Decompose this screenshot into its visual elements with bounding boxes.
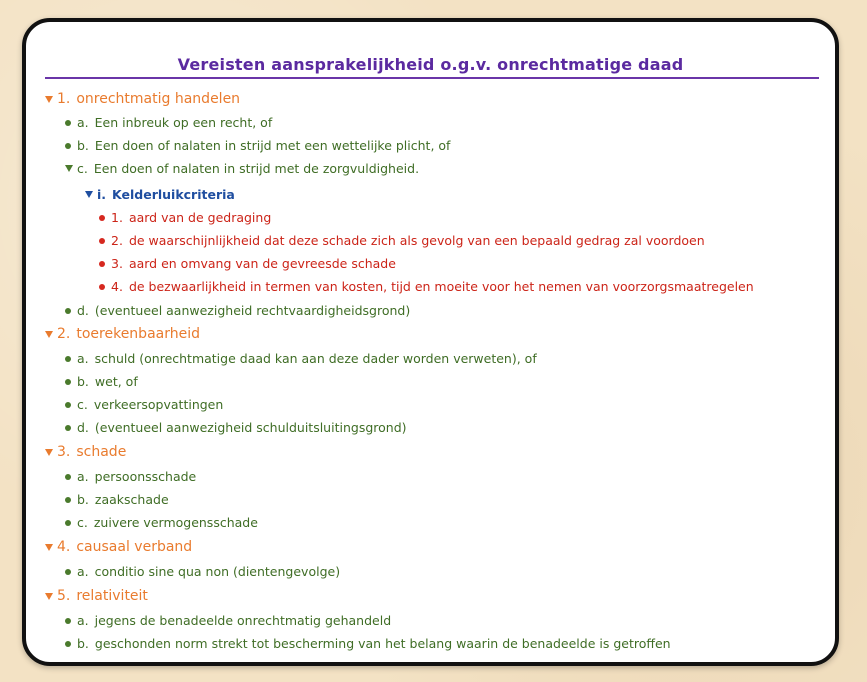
section-causaal-verband[interactable] xyxy=(45,539,192,555)
disclosure-triangle-icon[interactable] xyxy=(65,165,73,172)
list-item[interactable] xyxy=(65,303,410,318)
item-text: geschonden norm strekt tot bescherming van het belang waarin de benadeelde is getroffen xyxy=(94,636,671,651)
section-toerekenbaarheid[interactable] xyxy=(45,326,200,342)
item-text: Een inbreuk op een recht, of xyxy=(94,115,273,130)
item-text: persoonsschade xyxy=(94,469,197,484)
bullet-icon xyxy=(65,474,71,480)
list-item[interactable] xyxy=(99,256,396,271)
item-text: jegens de benadeelde onrechtmatig gehandeld xyxy=(94,613,392,628)
bullet-icon xyxy=(65,143,71,149)
section-label: onrechtmatig handelen xyxy=(76,91,241,107)
list-item[interactable] xyxy=(65,564,340,579)
disclosure-triangle-icon[interactable] xyxy=(45,96,53,103)
bullet-icon xyxy=(65,402,71,408)
item-text: (eventueel aanwezigheid rechtvaardigheidsgrond) xyxy=(94,303,411,318)
disclosure-triangle-icon[interactable] xyxy=(45,449,53,456)
bullet-icon xyxy=(99,215,105,221)
list-item[interactable] xyxy=(65,351,537,366)
item-text: de waarschijnlijkheid dat deze schade zich als gevolg van een bepaald gedrag zal voordoen xyxy=(128,233,705,248)
section-number: 4. xyxy=(57,539,71,555)
bullet-icon xyxy=(99,238,105,244)
bullet-icon xyxy=(65,569,71,575)
list-item[interactable] xyxy=(65,397,223,412)
bullet-icon xyxy=(99,261,105,267)
section-label: causaal verband xyxy=(76,539,193,555)
outline-card xyxy=(22,18,839,666)
section-relativiteit[interactable] xyxy=(45,588,148,604)
item-number: b. xyxy=(77,636,89,651)
disclosure-triangle-icon[interactable] xyxy=(45,544,53,551)
item-number: c. xyxy=(77,397,88,412)
item-number: i. xyxy=(97,187,107,202)
item-number: d. xyxy=(77,420,89,435)
item-text: conditio sine qua non (dientengevolge) xyxy=(94,564,341,579)
subsection-kelderluikcriteria[interactable] xyxy=(85,187,235,202)
item-text: verkeersopvattingen xyxy=(93,397,224,412)
bullet-icon xyxy=(65,308,71,314)
list-item[interactable] xyxy=(65,374,138,389)
list-item[interactable] xyxy=(65,613,391,628)
item-number: a. xyxy=(77,115,89,130)
disclosure-triangle-icon[interactable] xyxy=(45,331,53,338)
item-text: aard en omvang van de gevreesde schade xyxy=(128,256,396,271)
item-number: 1. xyxy=(111,210,123,225)
bullet-icon xyxy=(65,356,71,362)
title-divider xyxy=(45,77,819,79)
section-label: toerekenbaarheid xyxy=(76,326,201,342)
list-item[interactable] xyxy=(65,515,258,530)
list-item[interactable] xyxy=(99,233,705,248)
bullet-icon xyxy=(65,425,71,431)
item-number: a. xyxy=(77,469,89,484)
bullet-icon xyxy=(65,618,71,624)
section-number: 1. xyxy=(57,91,71,107)
list-item[interactable] xyxy=(65,420,407,435)
list-item[interactable] xyxy=(65,469,196,484)
item-text: schuld (onrechtmatige daad kan aan deze dader worden verweten), of xyxy=(94,351,537,366)
section-number: 3. xyxy=(57,444,71,460)
item-text: aard van de gedraging xyxy=(128,210,272,225)
item-number: a. xyxy=(77,351,89,366)
item-number: b. xyxy=(77,374,89,389)
item-text: Kelderluikcriteria xyxy=(112,187,235,202)
item-text: Een doen of nalaten in strijd met de zorgvuldigheid. xyxy=(93,161,420,176)
list-item[interactable] xyxy=(99,210,271,225)
item-number: c. xyxy=(77,161,88,176)
item-number: 3. xyxy=(111,256,123,271)
bullet-icon xyxy=(65,120,71,126)
list-item[interactable] xyxy=(65,636,671,651)
item-text: wet, of xyxy=(94,374,138,389)
item-number: 2. xyxy=(111,233,123,248)
item-number: b. xyxy=(77,138,89,153)
list-item[interactable] xyxy=(99,279,754,294)
list-item-zorgvuldigheid[interactable] xyxy=(65,161,419,176)
item-number: a. xyxy=(77,564,89,579)
item-number: 4. xyxy=(111,279,123,294)
item-text: Een doen of nalaten in strijd met een wettelijke plicht, of xyxy=(94,138,451,153)
list-item[interactable] xyxy=(65,492,169,507)
disclosure-triangle-icon[interactable] xyxy=(45,593,53,600)
item-text: zaakschade xyxy=(94,492,169,507)
bullet-icon xyxy=(65,497,71,503)
list-item[interactable] xyxy=(65,115,272,130)
section-label: schade xyxy=(76,444,127,460)
item-text: zuivere vermogensschade xyxy=(93,515,258,530)
item-number: d. xyxy=(77,303,89,318)
item-text: de bezwaarlijkheid in termen van kosten, tijd en moeite voor het nemen van voorzorgsmaatregelen xyxy=(128,279,754,294)
list-item[interactable] xyxy=(65,138,450,153)
bullet-icon xyxy=(65,379,71,385)
bullet-icon xyxy=(65,520,71,526)
section-number: 5. xyxy=(57,588,71,604)
section-schade[interactable] xyxy=(45,444,126,460)
bullet-icon xyxy=(99,284,105,290)
item-number: c. xyxy=(77,515,88,530)
item-number: b. xyxy=(77,492,89,507)
outline-title: Vereisten aansprakelijkheid o.g.v. onrechtmatige daad xyxy=(177,55,684,74)
bullet-icon xyxy=(65,641,71,647)
section-onrechtmatig-handelen[interactable] xyxy=(45,91,240,107)
section-label: relativiteit xyxy=(76,588,148,604)
section-number: 2. xyxy=(57,326,71,342)
item-text: (eventueel aanwezigheid schulduitsluitingsgrond) xyxy=(94,420,407,435)
item-number: a. xyxy=(77,613,89,628)
disclosure-triangle-icon[interactable] xyxy=(85,191,93,198)
